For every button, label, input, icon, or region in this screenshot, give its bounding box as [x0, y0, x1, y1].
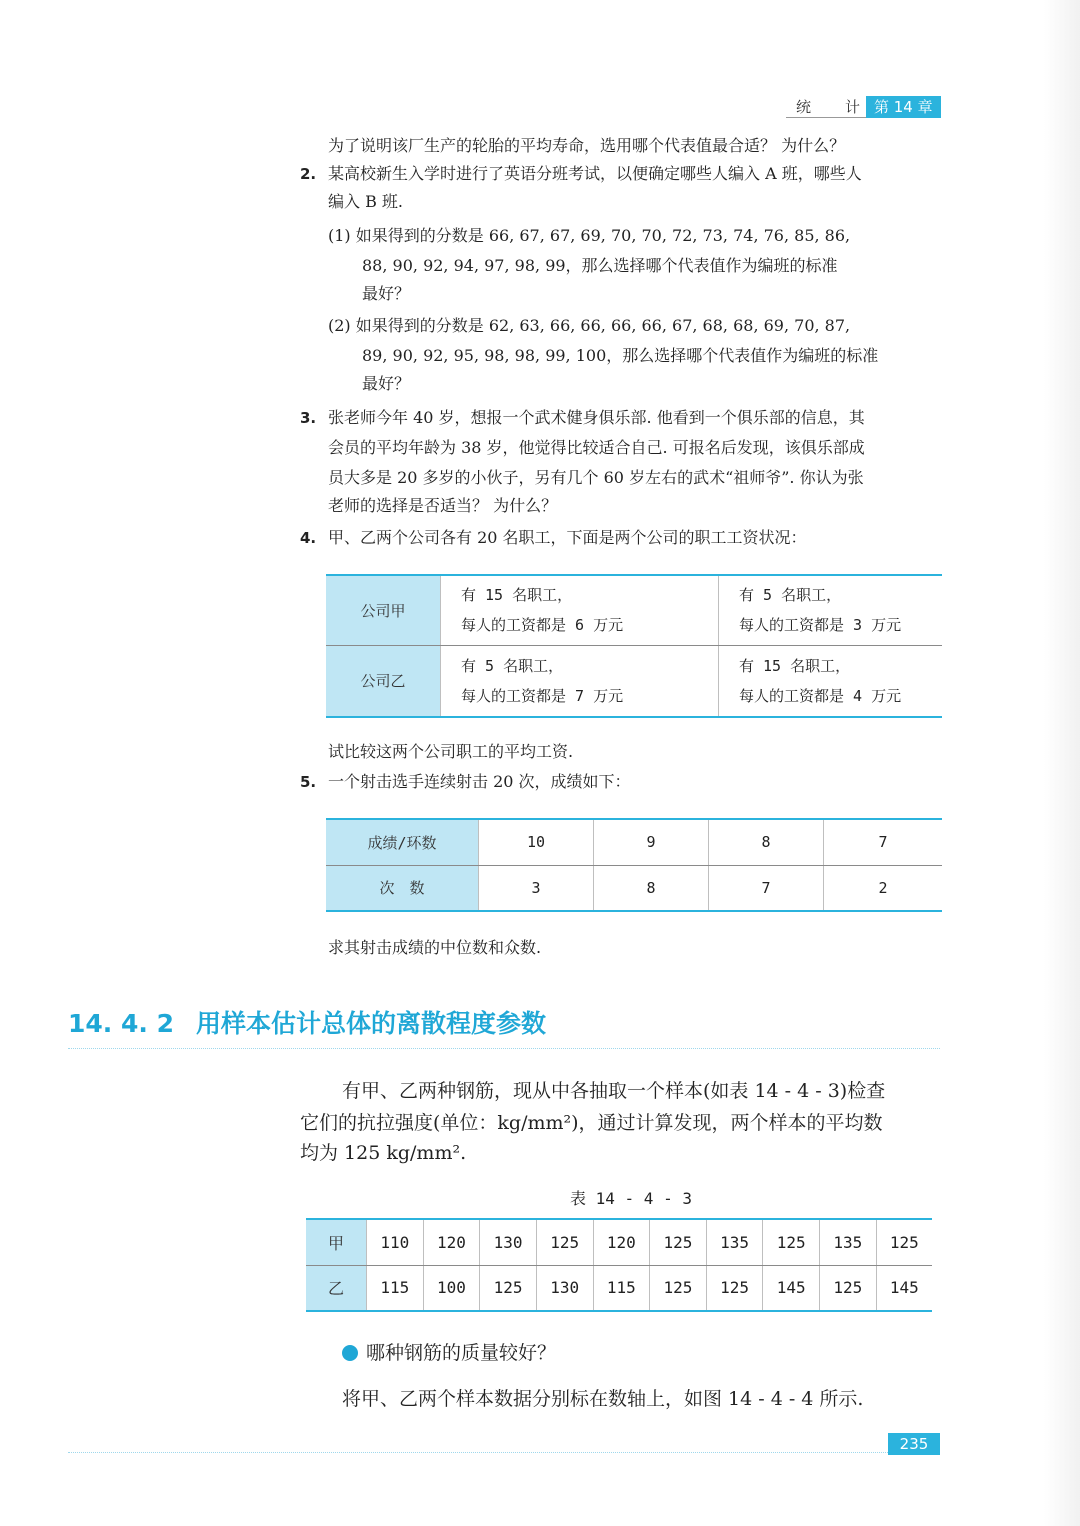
running-header	[786, 96, 941, 118]
table-cell: 135	[706, 1219, 763, 1265]
q5-line: 一个射击选手连续射击 20 次，成绩如下：	[328, 772, 631, 791]
para-line3: 均为 125 kg/mm².	[300, 1142, 467, 1164]
row-label: 乙	[306, 1265, 367, 1311]
table-cell: 8	[709, 819, 824, 865]
table-cell: 115	[593, 1265, 650, 1311]
q5-after: 求其射击成绩的中位数和众数.	[328, 938, 542, 957]
q2-sub1-line3: 最好？	[362, 284, 411, 303]
q3-line2: 会员的平均年龄为 38 岁，他觉得比较适合自己. 可报名后发现，该俱乐部成	[328, 438, 865, 457]
table-cell: 125	[650, 1219, 707, 1265]
q3-number: 3.	[300, 409, 317, 427]
table-cell: 125	[820, 1265, 877, 1311]
table-cell: 120	[423, 1219, 480, 1265]
q5-number: 5.	[300, 773, 317, 791]
question-line: 哪种钢筋的质量较好？	[342, 1338, 556, 1369]
bullet-dot-icon	[342, 1345, 358, 1361]
intro-line: 为了说明该厂生产的轮胎的平均寿命，选用哪个代表值最合适？ 为什么？	[328, 136, 846, 155]
shooting-table	[326, 818, 942, 912]
table-cell: 135	[820, 1219, 877, 1265]
table-cell: 125	[876, 1219, 932, 1265]
chapter-badge: 第 14 章	[866, 96, 941, 118]
table-cell: 8	[594, 865, 709, 911]
table-cell: 10	[479, 819, 594, 865]
q2-sub1-line2: 88, 90, 92, 94, 97, 98, 99，那么选择哪个代表值作为编班的标准	[362, 256, 838, 275]
table-cell: 7	[709, 865, 824, 911]
section-label: 统 计	[786, 96, 866, 118]
table-cell: 145	[763, 1265, 820, 1311]
q4-line: 甲、乙两个公司各有 20 名职工，下面是两个公司的职工工资状况：	[328, 528, 807, 547]
q3-line3: 员大多是 20 多岁的小伙子，另有几个 60 岁左右的武术“祖师爷”. 你认为张	[328, 468, 864, 487]
table-cell: 145	[889, 1278, 919, 1298]
para-line2: 它们的抗拉强度(单位：kg/mm²)，通过计算发现，两个样本的平均数	[300, 1112, 883, 1134]
page-edge	[1044, 0, 1080, 1526]
table-cell: 120	[593, 1219, 650, 1265]
section-rule	[68, 1048, 940, 1049]
table-cell: 130	[536, 1265, 593, 1311]
row-label: 甲	[306, 1219, 367, 1265]
q2-sub2-line1: (2) 如果得到的分数是 62, 63, 66, 66, 66, 66, 67, 68, 68, 69, 70, 87,	[328, 316, 851, 335]
q2-line2: 编入 B 班.	[328, 192, 404, 211]
table-cell: 125	[706, 1265, 763, 1311]
q3-line1: 张老师今年 40 岁，想报一个武术健身俱乐部. 他看到一个俱乐部的信息，其	[328, 408, 865, 427]
table-cell: 130	[480, 1219, 537, 1265]
steel-table	[306, 1218, 932, 1312]
footer-rule	[68, 1452, 888, 1453]
last-line: 将甲、乙两个样本数据分别标在数轴上，如图 14 - 4 - 4 所示.	[342, 1388, 864, 1410]
table-cell: 125	[480, 1265, 537, 1311]
page-number: 235	[888, 1433, 940, 1455]
salary-cell: 有 15 名职工， 每人的工资都是 6 万元	[441, 575, 719, 645]
row-label: 成绩/环数	[326, 819, 479, 865]
table-cell: 100	[423, 1265, 480, 1311]
row-label: 公司乙	[326, 645, 441, 717]
salary-cell: 有 5 名职工， 每人的工资都是 3 万元	[719, 575, 943, 645]
section-heading	[68, 1004, 546, 1040]
q2-number: 2.	[300, 165, 317, 183]
row-label: 次 数	[326, 865, 479, 911]
table-cell: 3	[479, 865, 594, 911]
table-cell: 125	[536, 1219, 593, 1265]
section-number: 14. 4. 2	[68, 1009, 174, 1038]
row-label: 公司甲	[326, 575, 441, 645]
table-cell: 125	[763, 1219, 820, 1265]
q4-after: 试比较这两个公司职工的平均工资.	[328, 742, 574, 761]
table-caption: 表 14 - 4 - 3	[570, 1189, 692, 1208]
q3-line4: 老师的选择是否适当？ 为什么？	[328, 496, 558, 515]
table-cell: 9	[594, 819, 709, 865]
q2-line1: 某高校新生入学时进行了英语分班考试，以便确定哪些人编入 A 班，哪些人	[328, 164, 862, 183]
para-line1: 有甲、乙两种钢筋，现从中各抽取一个样本(如表 14 - 4 - 3)检查	[342, 1080, 886, 1102]
table-cell: 115	[367, 1265, 424, 1311]
salary-table	[326, 574, 942, 718]
q4-number: 4.	[300, 529, 317, 547]
q2-sub1-line1: (1) 如果得到的分数是 66, 67, 67, 69, 70, 70, 72, 73, 74, 76, 85, 86,	[328, 226, 851, 245]
salary-cell: 有 15 名职工， 每人的工资都是 4 万元	[739, 656, 902, 705]
salary-cell: 有 5 名职工， 每人的工资都是 7 万元	[441, 645, 719, 717]
table-cell: 125	[650, 1265, 707, 1311]
section-title: 用样本估计总体的离散程度参数	[195, 1009, 546, 1038]
table-cell: 110	[367, 1219, 424, 1265]
q2-sub2-line2: 89, 90, 92, 95, 98, 98, 99, 100，那么选择哪个代表值作为编班的标准	[362, 346, 879, 365]
table-cell: 2	[878, 878, 888, 897]
q2-sub2-line3: 最好？	[362, 374, 411, 393]
table-cell: 7	[824, 819, 943, 865]
